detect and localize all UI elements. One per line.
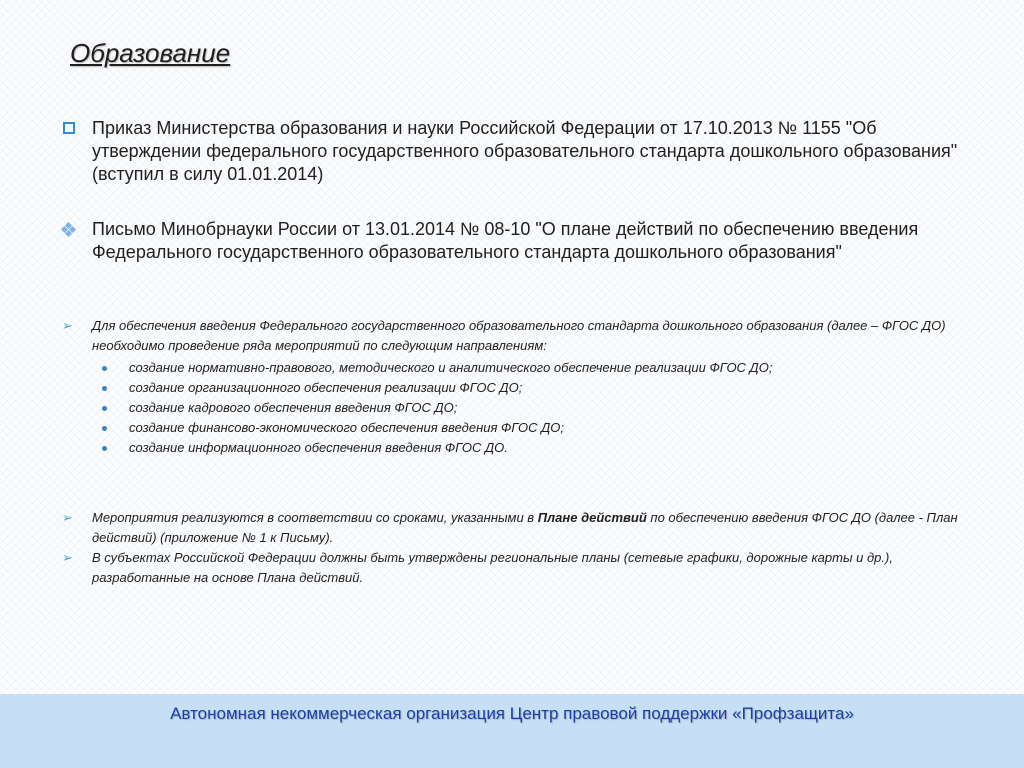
arrow-bullet-icon: ➢ <box>62 318 73 333</box>
bullet-text: В субъектах Российской Федерации должны быть утверждены региональные планы (сетевые графики, дорожные карты и др.), разработанные на основе Плана действий. <box>92 550 893 585</box>
dot-bullet-icon <box>102 406 107 411</box>
bullet-item-directions <box>62 316 962 458</box>
square-bullet-icon <box>63 122 75 134</box>
bullet-text: Для обеспечения введения Федерального государственного образовательного стандарта дошкольного образования (далее – ФГОС ДО) необходимо проведение ряда мероприятий по следующим направлениям: <box>92 318 946 353</box>
bullet-item-letter <box>62 218 962 264</box>
plan-emphasis: Плане действий <box>537 510 647 525</box>
dot-bullet-icon <box>102 366 107 371</box>
footer-text: Автономная некоммерческая организация Центр правовой поддержки «Профзащита» <box>170 704 854 723</box>
directions-list <box>92 358 962 458</box>
list-item: создание финансово-экономического обеспечения введения ФГОС ДО; <box>102 418 962 438</box>
bullet-text: Мероприятия реализуются в соответствии со сроками, указанными в Плане действий по обеспечению введения ФГОС ДО (далее - План действий) (приложение № 1 к Письму). <box>92 510 958 545</box>
bullet-text: Приказ Министерства образования и науки Российской Федерации от 17.10.2013 № 1155 "Об утверждении федерального государственного образовательного стандарта дошкольного образования" (вступил в силу 01.01.2014) <box>92 118 958 184</box>
arrow-bullet-icon: ➢ <box>62 510 73 525</box>
arrow-bullet-icon: ➢ <box>62 550 73 565</box>
list-item: создание кадрового обеспечения введения ФГОС ДО; <box>102 398 962 418</box>
slide-title: Образование <box>70 38 231 68</box>
bullet-item-order <box>62 117 962 186</box>
diamond-bullet-icon <box>62 223 76 237</box>
bullet-item-regional <box>62 548 962 588</box>
list-item: создание организационного обеспечения реализации ФГОС ДО; <box>102 378 962 398</box>
dot-bullet-icon <box>102 386 107 391</box>
bullet-text: Письмо Минобрнауки России от 13.01.2014 № 08-10 "О плане действий по обеспечению введения Федерального государственного образовательного стандарта дошкольного образования" <box>92 219 919 262</box>
dot-bullet-icon <box>102 446 107 451</box>
list-item: создание информационного обеспечения введения ФГОС ДО. <box>102 438 962 458</box>
bullet-item-measures <box>62 508 962 548</box>
footer-band <box>0 694 1024 768</box>
list-item: создание нормативно-правового, методического и аналитического обеспечение реализации ФГОС ДО; <box>102 358 962 378</box>
dot-bullet-icon <box>102 426 107 431</box>
